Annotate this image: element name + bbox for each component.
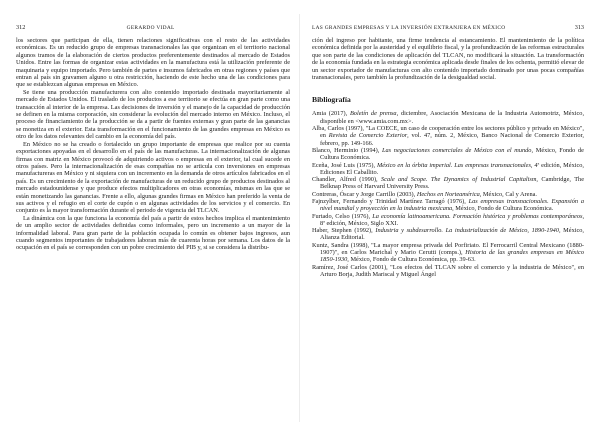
- paragraph: La dinámica con la que funciona la economía del país a partir de estos hechos implica el mantenimiento de un amplio sector de actividades definidas como informales, pero un incremento a un mayor de la informalidad laboral. Para gran parte de la población ocupada lo común es obtener bajos ingresos, aun cuando segmentos importantes de trabajadores laboran más de cuarenta horas por semana. Los datos de la ocupación en el país se corresponden con un pobre crecimiento del PIB y, si se considera la distribu-: [16, 214, 290, 252]
- bibliography-list: [312, 110, 584, 278]
- paragraph: Se tiene una producción manufacturera con alto contenido importado destinada mayoritariamente al mercado de Estados Unidos. El traslado de los productos a ese territorio se efectúa en gran parte como una transacción al interior de la empresa. Las decisiones de inversión y el manejo de la capacidad de producción se definen en la misma corporación, sin considerar la evolución del mercado interno en México. Incluso, el proceso de financiamiento de la producción se da a partir de fuentes externas y gran parte de las ganancias se monetiza en el exterior. Esta transformación en el funcionamiento de las grandes empresas en México es otro de los datos relevantes del cambio en la economía del país.: [16, 88, 290, 141]
- left-body-text: [16, 37, 290, 252]
- page-number-right: 313: [574, 24, 584, 31]
- bibliography-entry: Ramírez, José Carlos (2001), "Los efectos del TLCAN sobre el comercio y la industria de México", en Arturo Borja, Judith Mariscal y Miguel Ángel: [312, 263, 584, 278]
- bibliography-entry: Eceña, José Luis (1975), México en la órbita imperial. Las empresas transnacionales, 4ª edición, México, Ediciones El Caballito.: [312, 161, 584, 176]
- bibliography-entry: Blanco, Herminio (1994), Las negociaciones comerciales de México con el mundo, México, Fondo de Cultura Económica.: [312, 146, 584, 162]
- bibliography-entry: Kuntz, Sandra (1998), "La mayor empresa privada del Porfiriato. El Ferrocarril Central Mexicano (1880-1907)", en Carlos Marichal y Mario Cerutti (comps.), Historia de las grandes empresas en México 1850-1930, México, Fondo de Cultura Económica, pp. 39-63.: [312, 241, 584, 264]
- paragraph: los sectores que participan de ella, tienen relaciones significativas con el resto de las actividades económicas. Es un reducido grupo de empresas transnacionales las que organizan en el territorio nacional algunos tramos de la elaboración de ciertos productos preferentemente destinados al mercado de Estados Unidos. Entre las formas de organizar estas actividades en la manufactura está la utilización preferente de maquinaria y equipo importado. Pero también de partes e insumos fabricados en otras regiones y países que entran al país sin gravamen alguno u otra restricción, haciendo de este hecho una de las condiciones para que se establezcan algunas empresas en México.: [16, 37, 290, 89]
- bibliography-entry: Haber, Stephen (1992), Industria y subdesarrollo. La industrialización de México, 1890-1940, México, Alianza Editorial.: [312, 227, 584, 242]
- bibliography-entry: Contreras, Óscar y Jorge Carrillo (2003), Hechos en Norteamérica, México, Cal y Arena.: [312, 190, 537, 198]
- bibliography-entry: Alba, Carlos (1997), "La COECE, un caso de cooperación entre los sectores público y privado en México", en Revista de Comercio Exterior, vol. 47, núm. 2, México, Banco Nacional de Comercio Exterior, febrero, pp. 149-166.: [312, 125, 584, 147]
- bibliography-heading: Bibliografía: [312, 95, 351, 105]
- running-head-chapter: LAS GRANDES EMPRESAS Y LA INVERSIÓN EXTRANJERA EN MÉXICO: [312, 25, 506, 31]
- right-body-text: [312, 37, 584, 81]
- paragraph: ción del ingreso por habitante, una firme tendencia al estancamiento. El mantenimiento de la política económica definida por la austeridad y el equilibrio fiscal, y la profundización de las reformas estructurales que son parte de las condiciones de aplicación del TLCAN, no modificará la situación. La transformación de la economía fundada en la estrategia económica aplicada desde finales de los ochenta, permitió elevar de un sector exportador de manufacturas con alto contenido importado dominado por unas pocas compañías transnacionales, pero también la profundización de la desigualdad social.: [312, 37, 584, 82]
- page-number-left: 312: [16, 24, 26, 31]
- running-head-author: GERARDO VIDAL: [126, 25, 175, 31]
- right-page: [300, 0, 600, 431]
- paragraph: En México no se ha creado o fortalecido un grupo importante de empresas que realice por su cuenta exportaciones apoyadas en el desarrollo en el país de las manufacturas. La internacionalización de algunas firmas con matriz en México provocó de adquiriendo activos o empresas en el exterior, tal cual sucede en otros países. Pero la internacionalización de esas compañías no se articula con inversiones en empresas manufactureras en México y ni siquiera con un incremento en la demanda de otros artículos fabricados en el país. Es un crecimiento de la exportación de manufacturas de un reducido grupo de productos destinados al mercado estadounidense y que produce efectos multiplicadores en otras economías, mismas en las que se están monetizando las ganancias. Frente a ello, algunas grandes firmas en México han preferido la venta de sus activos y el refugio en el corte de cupón o en algunas actividades de los servicios y el comercio. En conjunto es la mayor transformación durante el periodo de vigencia del TLCAN.: [16, 140, 290, 215]
- left-running-head: [16, 24, 290, 31]
- bibliography-entry: Chandler, Alfred (1990), Scale and Scope. The Dynamics of Industrial Capitalism, Cambridge, The Belknap Press of Harvard University Press.: [312, 176, 584, 191]
- right-running-head: [312, 24, 584, 31]
- bibliography-entry: Furtado, Celso (1976), La economía latinoamericana. Formación histórica y problemas contemporáneos, 8ª edición, México, Siglo XXI.: [312, 212, 585, 227]
- bibliography-entry: Amia (2017), Boletín de prensa, diciembre, Asociación Mexicana de la Industria Automotriz, México, disponible en <www.amia.com.mx>.: [312, 110, 585, 125]
- bibliography-entry: Fajnzylber, Fernando y Trinidad Martínez Tarragó (1976), Las empresas transnacionales. Expansión a nivel mundial y proyección en la industria mexicana, México, Fondo de Cultura Económica.: [312, 198, 585, 213]
